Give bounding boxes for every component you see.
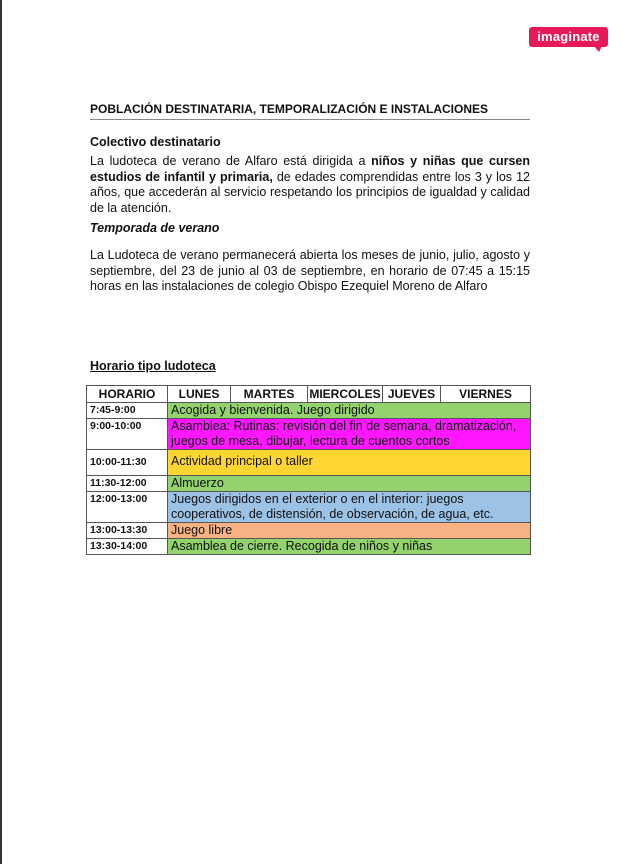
header-martes: MARTES bbox=[231, 386, 308, 403]
row-time: 7:45-9:00 bbox=[87, 403, 168, 419]
colectivo-paragraph bbox=[90, 154, 530, 216]
temporada-paragraph: La Ludoteca de verano permanecerá abierta los meses de junio, julio, agosto y septiembre, del 23 de junio al 03 de septiembre, en horario de 07:45 a 15:15 horas en las instalaciones de colegio Obispo Ezequiel Moreno de Alfaro bbox=[90, 248, 530, 293]
imaginate-logo: imaginate bbox=[529, 27, 608, 47]
table-row bbox=[87, 450, 531, 476]
header-horario: HORARIO bbox=[87, 386, 168, 403]
schedule-header-row bbox=[87, 386, 531, 403]
section-title: POBLACIÓN DESTINATARIA, TEMPORALIZACIÓN E INSTALACIONES bbox=[90, 102, 530, 120]
row-activity: Asamblea: Rutinas: revisión del fin de semana, dramatización, juegos de mesa, dibujar, lectura de cuentos cortos bbox=[168, 419, 531, 450]
colectivo-text-1: La ludoteca de verano de Alfaro está dirigida a bbox=[90, 154, 372, 168]
row-activity: Juego libre bbox=[168, 523, 531, 539]
colectivo-bold-text: niños y niñas que cursen estudios de infantil y primaria, bbox=[90, 154, 530, 184]
row-activity: Acogida y bienvenida. Juego dirigido bbox=[168, 403, 531, 419]
row-activity: Actividad principal o taller bbox=[168, 450, 531, 476]
row-time: 11:30-12:00 bbox=[87, 476, 168, 492]
row-time: 13:30-14:00 bbox=[87, 539, 168, 555]
row-activity: Almuerzo bbox=[168, 476, 531, 492]
row-time: 10:00-11:30 bbox=[87, 450, 168, 476]
table-row bbox=[87, 523, 531, 539]
header-miercoles: MIERCOLES bbox=[309, 387, 381, 401]
row-activity: Juegos dirigidos en el exterior o en el interior: juegos cooperativos, de distensión, de observación, de agua, etc. bbox=[168, 492, 531, 523]
temporada-heading: Temporada de verano bbox=[90, 221, 220, 235]
table-row bbox=[87, 419, 531, 450]
schedule-title: Horario tipo ludoteca bbox=[90, 359, 216, 373]
colectivo-heading: Colectivo destinatario bbox=[90, 135, 221, 149]
colectivo-text-2: de edades comprendidas entre los 3 y los 12 años, que accederán al servicio respetando los principios de igualdad y calidad de la atención. bbox=[90, 169, 530, 215]
header-jueves: JUEVES bbox=[383, 386, 441, 403]
row-time: 9:00-10:00 bbox=[87, 419, 168, 450]
header-viernes: VIERNES bbox=[441, 386, 531, 403]
page-left-border bbox=[0, 0, 2, 864]
table-row bbox=[87, 492, 531, 523]
schedule-table bbox=[86, 385, 531, 555]
table-row bbox=[87, 403, 531, 419]
table-row bbox=[87, 539, 531, 555]
row-time: 13:00-13:30 bbox=[87, 523, 168, 539]
header-lunes: LUNES bbox=[168, 386, 231, 403]
row-time: 12:00-13:00 bbox=[87, 492, 168, 523]
row-activity: Asamblea de cierre. Recogida de niños y niñas bbox=[168, 539, 531, 555]
table-row bbox=[87, 476, 531, 492]
